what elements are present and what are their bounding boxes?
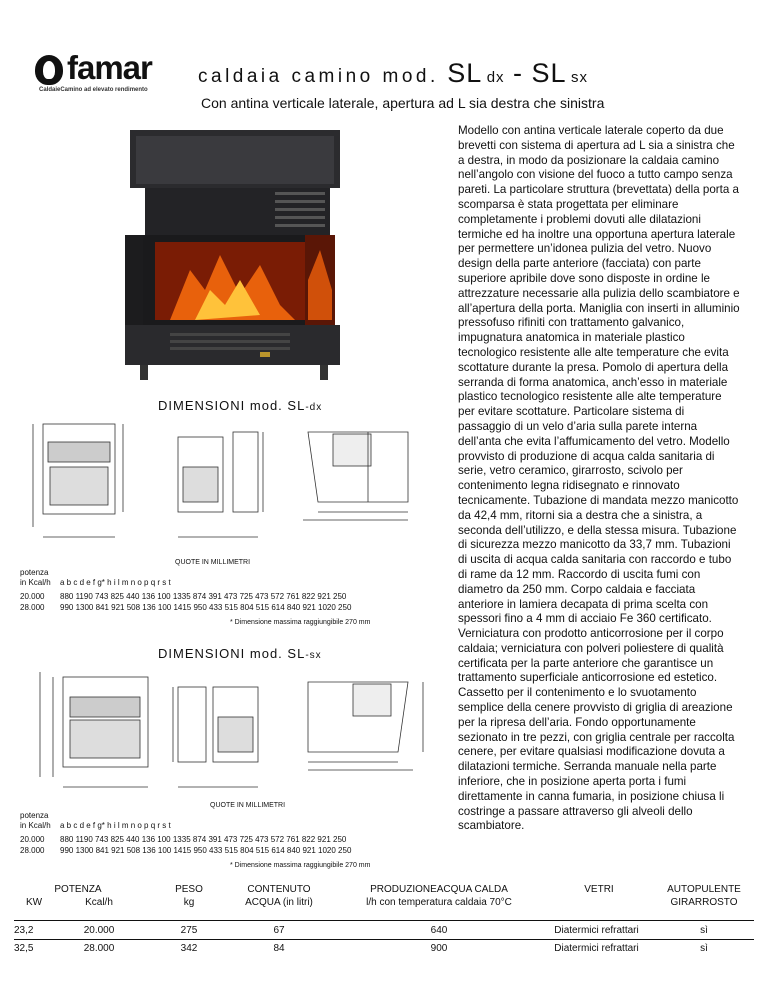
sx-unit-label: in Kcal/h [20,821,51,830]
spec-row-1-peso: 275 [180,925,198,936]
dx-row-1-values: 880 1190 743 825 440 136 100 1335 874 391 473 725 473 572 761 822 921 250 [60,592,347,601]
spec-header-potenza: POTENZA [54,884,102,895]
spec-row-1-kw: 23,2 [14,925,34,936]
spec-row-2-peso: 342 [180,943,198,954]
spec-row-2-kw: 32,5 [14,943,34,954]
spec-rule-2 [14,939,754,940]
title-suffix-2: sx [570,69,588,86]
dx-header-letters: a b c d e f g* h i l m n o p q r s t [60,578,171,587]
page-subtitle: Con antina verticale laterale, apertura ad L sia destra che sinistra [201,95,605,111]
title-separator: - [513,58,523,88]
spec-row-2-kcal: 28.000 [83,943,115,954]
dx-potenza-label: potenza [20,568,49,577]
product-description: Modello con antina verticale laterale coperto da due brevetti con sistema di apertura ad L sia a sinistra che a destra, in modo da posizionare la caldaia camino nell’angolo con visione del fuoco a tutto campo senza pareti. La particolare struttura (brevettata) della porta a scomparsa è stata progettata per eliminare completamente i problemi dovuti alle dilatazioni termiche ed ha inoltre una opportuna apertura laterale per permettere un’idonea pulizia del vetro. Nuovo design della parte anteriore (facciata) con parte superiore apribile dove sono disposte in ordine le attrezzature necessarie alla pulizia dello scambiatore e all’apertura della porta. Maniglia con inserti in alluminio pressofuso rifiniti con trattamento galvanico, impugnatura anatomica in materiale plastico tecnologico resistente alle alte temperature che evita scottature durante la presa. Pomolo di apertura della serranda di forma anatomica, anch’esso in materiale plastico tecnologico resistente alle alte temperature per evitare scottature. Particolare sistema di passaggio di un velo d’aria sulla parete interna dell’anta che evita l’affumicamento del vetro. Modello provvisto di produzione di acqua calda sanitaria di serie, vetro ceramico, girarrosto, scivolo per contenimento legna ridisegnato e rinnovato tecnicamente. Tubazione di mandata mezzo manicotto da 42,4 mm, ritorni sia a destra che a sinistra, a seconda dell’utilizzo, e della stessa misura. Tubazione di sicurezza mezzo manicotto da 33,7 mm. Tubazioni di uscita di acqua calda sanitaria con raccordo e tubo di rame da 12 mm. Raccordo di uscita fumi con diametro da 250 mm. Corpo caldaia e facciata anteriore in lamiera decapata di prima scelta con spessori fino a 4 mm di acciaio Fe 360 certificato. Verniciatura con prodotto anticorrosione per il corpo caldaia; verniciatura con polveri poliestere di qualità certificata per la parte anteriore che garantisce un trattamento superficiale anticorrosione ed estetico. Cassetto per il contenimento e lo svuotamento semplice della cenere provvisto di griglia di areazione per la ripresa dell’aria. Fondo opportunamente sezionato in tre pezzi, con griglia centrale per raccolta cenere, per evitare qualsiasi modificazione dovuta a dilatazioni termiche. Serranda manuale nella parte inferiore, che in posizione aperta porta i fumi direttamente in canna fumaria, in posizione chiusa li costringe a passare attraverso gli alveoli dello scambiatore. [458,124,740,833]
sx-row-2-values: 990 1300 841 921 508 136 100 1415 950 433 515 804 515 614 840 921 1020 250 [60,846,352,855]
spec-row-1-contenuto: 67 [273,925,285,936]
spec-header-kcal: Kcal/h [85,897,113,908]
dx-title-main: DIMENSIONI mod. SL [158,398,306,413]
sx-technical-drawing [28,662,438,802]
logo-text: famar [67,49,152,86]
spec-row-2-auto: sì [700,943,708,954]
spec-header-produzione: PRODUZIONEACQUA CALDA [370,884,508,895]
spec-header-auto: AUTOPULENTE [667,884,741,895]
dx-row-1 [20,591,346,602]
dx-dimensions-title [158,398,322,413]
spec-row-1-produzione: 640 [430,925,448,936]
spec-row-2-contenuto: 84 [273,943,285,954]
dx-dimension-table [20,557,450,632]
sx-row-1 [20,834,346,845]
flame-logo-icon [35,55,63,85]
spec-row-2-produzione: 900 [430,943,448,954]
sx-row-1-label: 20.000 [20,835,45,844]
dx-row-1-label: 20.000 [20,592,45,601]
sx-row-1-values: 880 1190 743 825 440 136 100 1335 874 391 473 725 473 572 761 822 921 250 [60,835,347,844]
spec-row-1-vetri: Diatermici refrattari [554,925,639,936]
sx-title-suffix: -sx [305,650,322,661]
title-model-2: SL [531,58,567,88]
spec-rule-1 [14,920,754,921]
sx-row-2-label: 28.000 [20,846,45,855]
dx-row-2-values: 990 1300 841 921 508 136 100 1415 950 433 515 804 515 614 840 921 1020 250 [60,603,352,612]
sx-dimensions-title [158,646,322,661]
dx-quote-label: QUOTE IN MILLIMETRI [175,559,251,566]
spec-header-kw: KW [25,897,43,908]
sx-row-2 [20,845,351,856]
spec-header-contenuto-unit: ACQUA (in litri) [245,897,313,908]
dx-unit-label: in Kcal/h [20,578,51,587]
spec-header-auto-unit: GIRARROSTO [670,897,738,908]
title-suffix-1: dx [486,69,505,86]
sx-title-main: DIMENSIONI mod. SL [158,646,306,661]
title-main: caldaia camino mod. [198,66,439,87]
spec-header-produzione-unit: l/h con temperatura caldaia 70°C [366,897,512,908]
title-model-1: SL [447,58,483,88]
sx-header-letters: a b c d e f g* h i l m n o p q r s t [60,821,171,830]
dx-technical-drawing [28,412,438,552]
spec-row-2-vetri: Diatermici refrattari [554,943,639,954]
sx-dimension-table [20,800,450,875]
spec-header-vetri: VETRI [584,884,614,895]
dx-title-suffix: -dx [305,402,323,413]
spec-header-peso: PESO [175,884,203,895]
dx-header-row [20,577,171,588]
sx-note: * Dimensione massima raggiungibile 270 mm [230,862,371,869]
spec-row-1-kcal: 20.000 [83,925,115,936]
spec-header-contenuto: CONTENUTO [247,884,311,895]
sx-header-row [20,820,171,831]
dx-row-2-label: 28.000 [20,603,45,612]
fireplace-boiler-photo [110,130,350,385]
spec-row-1-auto: sì [700,925,708,936]
sx-potenza-label: potenza [20,811,49,820]
dx-row-2 [20,602,351,613]
famar-logo [35,49,160,97]
logo-tagline: CaldaieCamino ad elevato rendimento [39,87,148,93]
page-title [198,58,588,89]
sx-quote-label: QUOTE IN MILLIMETRI [210,802,286,809]
dx-note: * Dimensione massima raggiungibile 270 mm [230,619,371,626]
spec-header-peso-unit: kg [183,897,195,908]
